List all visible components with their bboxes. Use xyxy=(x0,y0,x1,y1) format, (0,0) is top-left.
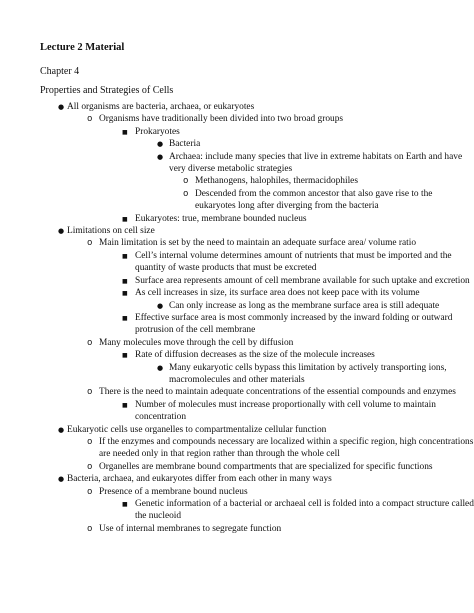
list-item: ● Many eukaryotic cells bypass this limitation by actively transporting ions, macromolecules and other materials xyxy=(157,362,447,385)
list-item: o Main limitation is set by the need to maintain an adequate surface area/ volume ratio xyxy=(87,238,417,249)
disc-bullet-icon: ● xyxy=(58,425,65,434)
circle-bullet-icon: o xyxy=(87,436,93,447)
list-item: ■ Cell’s internal volume determines amount of nutrients that must be imported and the quantity of waste products that must be excreted xyxy=(122,250,452,274)
list-item: ■ Effective surface area is most commonly increased by the inward folding or outward protrusion of the cell membrane xyxy=(122,312,453,336)
circle-bullet-icon: o xyxy=(87,387,93,398)
list-item: ■ Rate of diffusion decreases as the size of the molecule increases xyxy=(0,349,474,361)
square-bullet-icon: ■ xyxy=(122,290,128,298)
square-bullet-icon: ■ xyxy=(122,401,128,409)
disc-bullet-icon: ● xyxy=(157,301,164,310)
circle-bullet-icon: o xyxy=(87,523,93,534)
circle-bullet-icon: o xyxy=(183,188,189,199)
list-item: o Descended from the common ancestor that also gave rise to the eukaryotes long after diverging from the bacteria xyxy=(183,188,433,212)
disc-bullet-icon: ● xyxy=(58,103,65,111)
list-item: ● All organisms are bacteria, archaea, or eukaryotes xyxy=(58,102,255,112)
square-bullet-icon: ■ xyxy=(122,128,128,136)
circle-bullet-icon: o xyxy=(87,486,93,497)
outline-list xyxy=(0,101,474,535)
square-bullet-icon: ■ xyxy=(122,501,128,508)
list-item: ■ Prokaryotes xyxy=(0,126,474,138)
disc-bullet-icon: ● xyxy=(157,363,164,372)
disc-bullet-icon: ● xyxy=(58,227,65,236)
list-item: o If the enzymes and compounds necessary are localized within a specific region, high concentrations are needed only in that region rather than through the whole cell xyxy=(87,436,474,460)
square-bullet-icon: ■ xyxy=(122,277,128,285)
circle-bullet-icon: o xyxy=(87,238,93,249)
list-item: ● Bacteria xyxy=(157,139,201,150)
list-item: ■ Number of molecules must increase proportionally with cell volume to maintain concentration xyxy=(122,399,436,423)
list-item: ● Limitations on cell size xyxy=(58,226,155,237)
list-item: ● Eukaryotic cells use organelles to compartmentalize cellular function xyxy=(58,424,327,435)
section-heading: Properties and Strategies of Cells xyxy=(40,85,174,96)
list-item: o Organisms have traditionally been divided into two broad groups xyxy=(87,114,344,125)
list-item: o Use of internal membranes to segregate function xyxy=(87,523,282,534)
list-item: ● Archaea: include many species that live in extreme habitats on Earth and have very diverse metabolic strategies xyxy=(157,151,463,175)
square-bullet-icon: ■ xyxy=(122,252,128,260)
list-item: ■ Eukaryotes: true, membrane bounded nucleus xyxy=(0,213,474,225)
disc-bullet-icon: ● xyxy=(157,140,164,149)
circle-bullet-icon: o xyxy=(87,114,93,125)
list-item: o There is the need to maintain adequate concentrations of the essential compounds and enzymes xyxy=(87,387,456,398)
square-bullet-icon: ■ xyxy=(122,314,128,322)
square-bullet-icon: ■ xyxy=(122,215,128,223)
document-title: Lecture 2 Material xyxy=(40,42,125,53)
list-item: ■ Genetic information of a bacterial or archaeal cell is folded into a compact structure called the nucleoid xyxy=(122,499,474,522)
circle-bullet-icon: o xyxy=(183,176,189,187)
disc-bullet-icon: ● xyxy=(157,152,164,161)
list-item: o Presence of a membrane bound nucleus xyxy=(87,486,248,497)
list-item: ● Bacteria, archaea, and eukaryotes differ from each other in many ways xyxy=(58,474,332,485)
circle-bullet-icon: o xyxy=(87,337,93,348)
chapter-label: Chapter 4 xyxy=(40,66,80,77)
list-item: ● Can only increase as long as the membrane surface area is still adequate xyxy=(157,300,440,311)
square-bullet-icon: ■ xyxy=(122,352,128,360)
list-item: o Many molecules move through the cell by diffusion xyxy=(87,337,294,348)
list-item: o Organelles are membrane bound compartments that are specialized for specific functions xyxy=(87,461,433,472)
list-item: o Methanogens, halophiles, thermacidophiles xyxy=(183,176,358,187)
disc-bullet-icon: ● xyxy=(58,475,65,484)
list-item: ■ Surface area represents amount of cell membrane available for such uptake and excretion xyxy=(0,275,474,287)
circle-bullet-icon: o xyxy=(87,461,93,472)
list-item: ■ As cell increases in size, its surface area does not keep pace with its volume xyxy=(0,287,474,299)
